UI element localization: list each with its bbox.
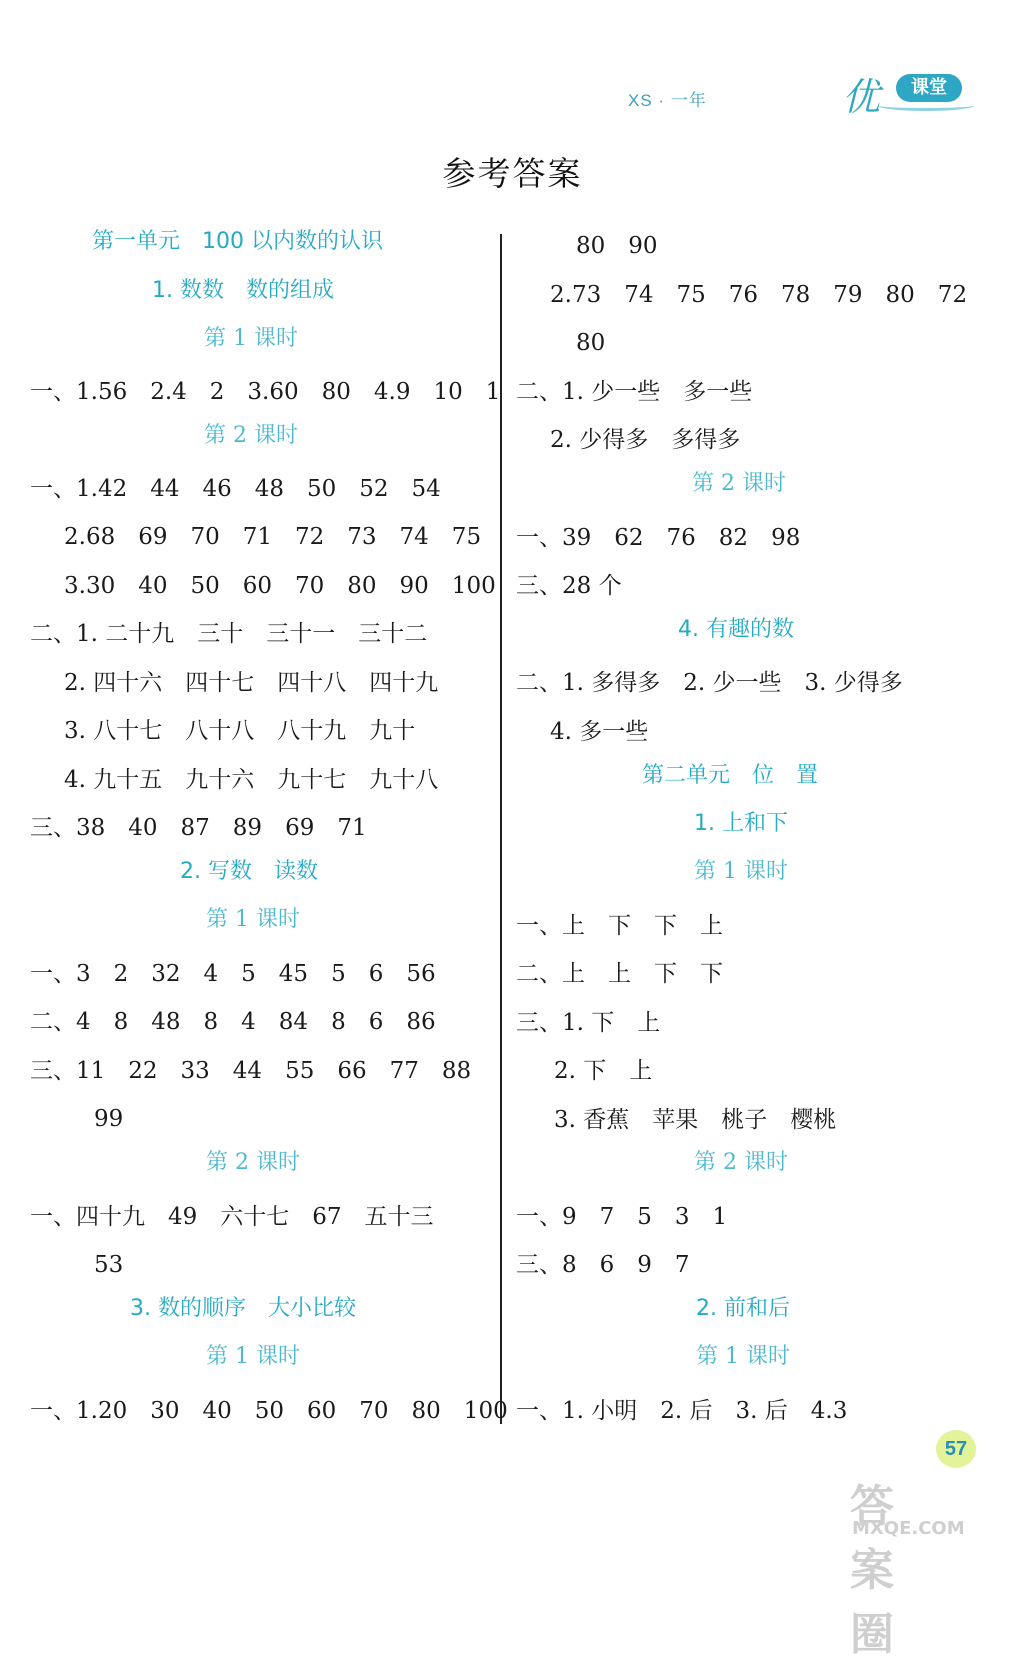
answer-line: 一、3 2 32 4 5 45 5 6 56: [30, 961, 436, 987]
answer-line: 二、1. 二十九 三十 三十一 三十二: [30, 621, 428, 647]
section-heading: 4. 有趣的数: [678, 617, 794, 642]
answer-line: 4. 多一些: [550, 719, 649, 745]
answer-line: 一、四十九 49 六十七 67 五十三: [30, 1204, 434, 1230]
answer-line: 一、1.42 44 46 48 50 52 54: [30, 476, 441, 502]
lesson-heading: 第 1 课时: [206, 1344, 300, 1369]
answer-line: 一、上 下 下 上: [516, 913, 723, 939]
answer-line: 53: [94, 1252, 124, 1278]
unit-heading: 第一单元 100 以内数的认识: [92, 229, 383, 254]
section-heading: 1. 上和下: [694, 811, 788, 836]
brand-pill: 课堂: [896, 74, 962, 102]
answer-line: 三、38 40 87 89 69 71: [30, 815, 367, 841]
section-heading: 1. 数数 数的组成: [152, 278, 334, 303]
answer-line: 一、9 7 5 3 1: [516, 1204, 728, 1230]
answer-line: 2. 下 上: [554, 1058, 653, 1084]
answer-line: 一、1.20 30 40 50 60 70 80 100: [30, 1398, 508, 1424]
answer-line: 一、1.56 2.4 2 3.60 80 4.9 10 1: [30, 379, 501, 405]
lesson-heading: 第 1 课时: [204, 326, 298, 351]
answer-line: 3.30 40 50 60 70 80 90 100: [64, 573, 496, 599]
section-heading: 3. 数的顺序 大小比较: [130, 1296, 356, 1321]
lesson-heading: 第 2 课时: [204, 423, 298, 448]
series-label: XS · 一年: [628, 91, 707, 110]
page-title: 参考答案: [442, 154, 583, 193]
answer-line: 80: [576, 330, 606, 356]
answer-line: 三、28 个: [516, 573, 622, 599]
answer-line: 一、39 62 76 82 98: [516, 525, 801, 551]
section-heading: 2. 写数 读数: [180, 859, 318, 884]
unit-heading: 第二单元 位 置: [642, 763, 819, 788]
brand-char: 优: [842, 75, 881, 119]
answer-line: 4. 九十五 九十六 九十七 九十八: [64, 767, 439, 793]
watermark-text: 答案圈: [850, 1481, 896, 1660]
answer-line: 二、4 8 48 8 4 84 8 6 86: [30, 1009, 436, 1035]
answer-line: 80 90: [576, 233, 658, 259]
lesson-heading: 第 1 课时: [206, 907, 300, 932]
watermark-url: MXQE.COM: [852, 1518, 965, 1539]
page-number: 57: [936, 1430, 976, 1468]
lesson-heading: 第 2 课时: [206, 1150, 300, 1175]
answer-line: 2.73 74 75 76 78 79 80 72: [550, 282, 968, 308]
answer-line: 3. 香蕉 苹果 桃子 樱桃: [554, 1107, 837, 1133]
answer-line: 二、上 上 下 下: [516, 961, 723, 987]
section-heading: 2. 前和后: [696, 1296, 790, 1321]
lesson-heading: 第 2 课时: [694, 1150, 788, 1175]
lesson-heading: 第 1 课时: [694, 859, 788, 884]
lesson-heading: 第 2 课时: [692, 471, 786, 496]
answer-line: 99: [94, 1106, 124, 1132]
answer-line: 2.68 69 70 71 72 73 74 75: [64, 524, 482, 550]
answer-line: 三、1. 下 上: [516, 1010, 661, 1036]
answer-line: 三、8 6 9 7: [516, 1252, 690, 1278]
answer-line: 一、1. 小明 2. 后 3. 后 4.3: [516, 1398, 848, 1424]
answer-line: 三、11 22 33 44 55 66 77 88: [30, 1058, 472, 1084]
answer-line: 二、1. 多得多 2. 少一些 3. 少得多: [516, 670, 903, 696]
answer-line: 二、1. 少一些 多一些: [516, 379, 753, 405]
answer-line: 2. 四十六 四十七 四十八 四十九: [64, 670, 439, 696]
lesson-heading: 第 1 课时: [696, 1344, 790, 1369]
answer-line: 3. 八十七 八十八 八十九 九十: [64, 718, 416, 744]
answer-line: 2. 少得多 多得多: [550, 427, 741, 453]
